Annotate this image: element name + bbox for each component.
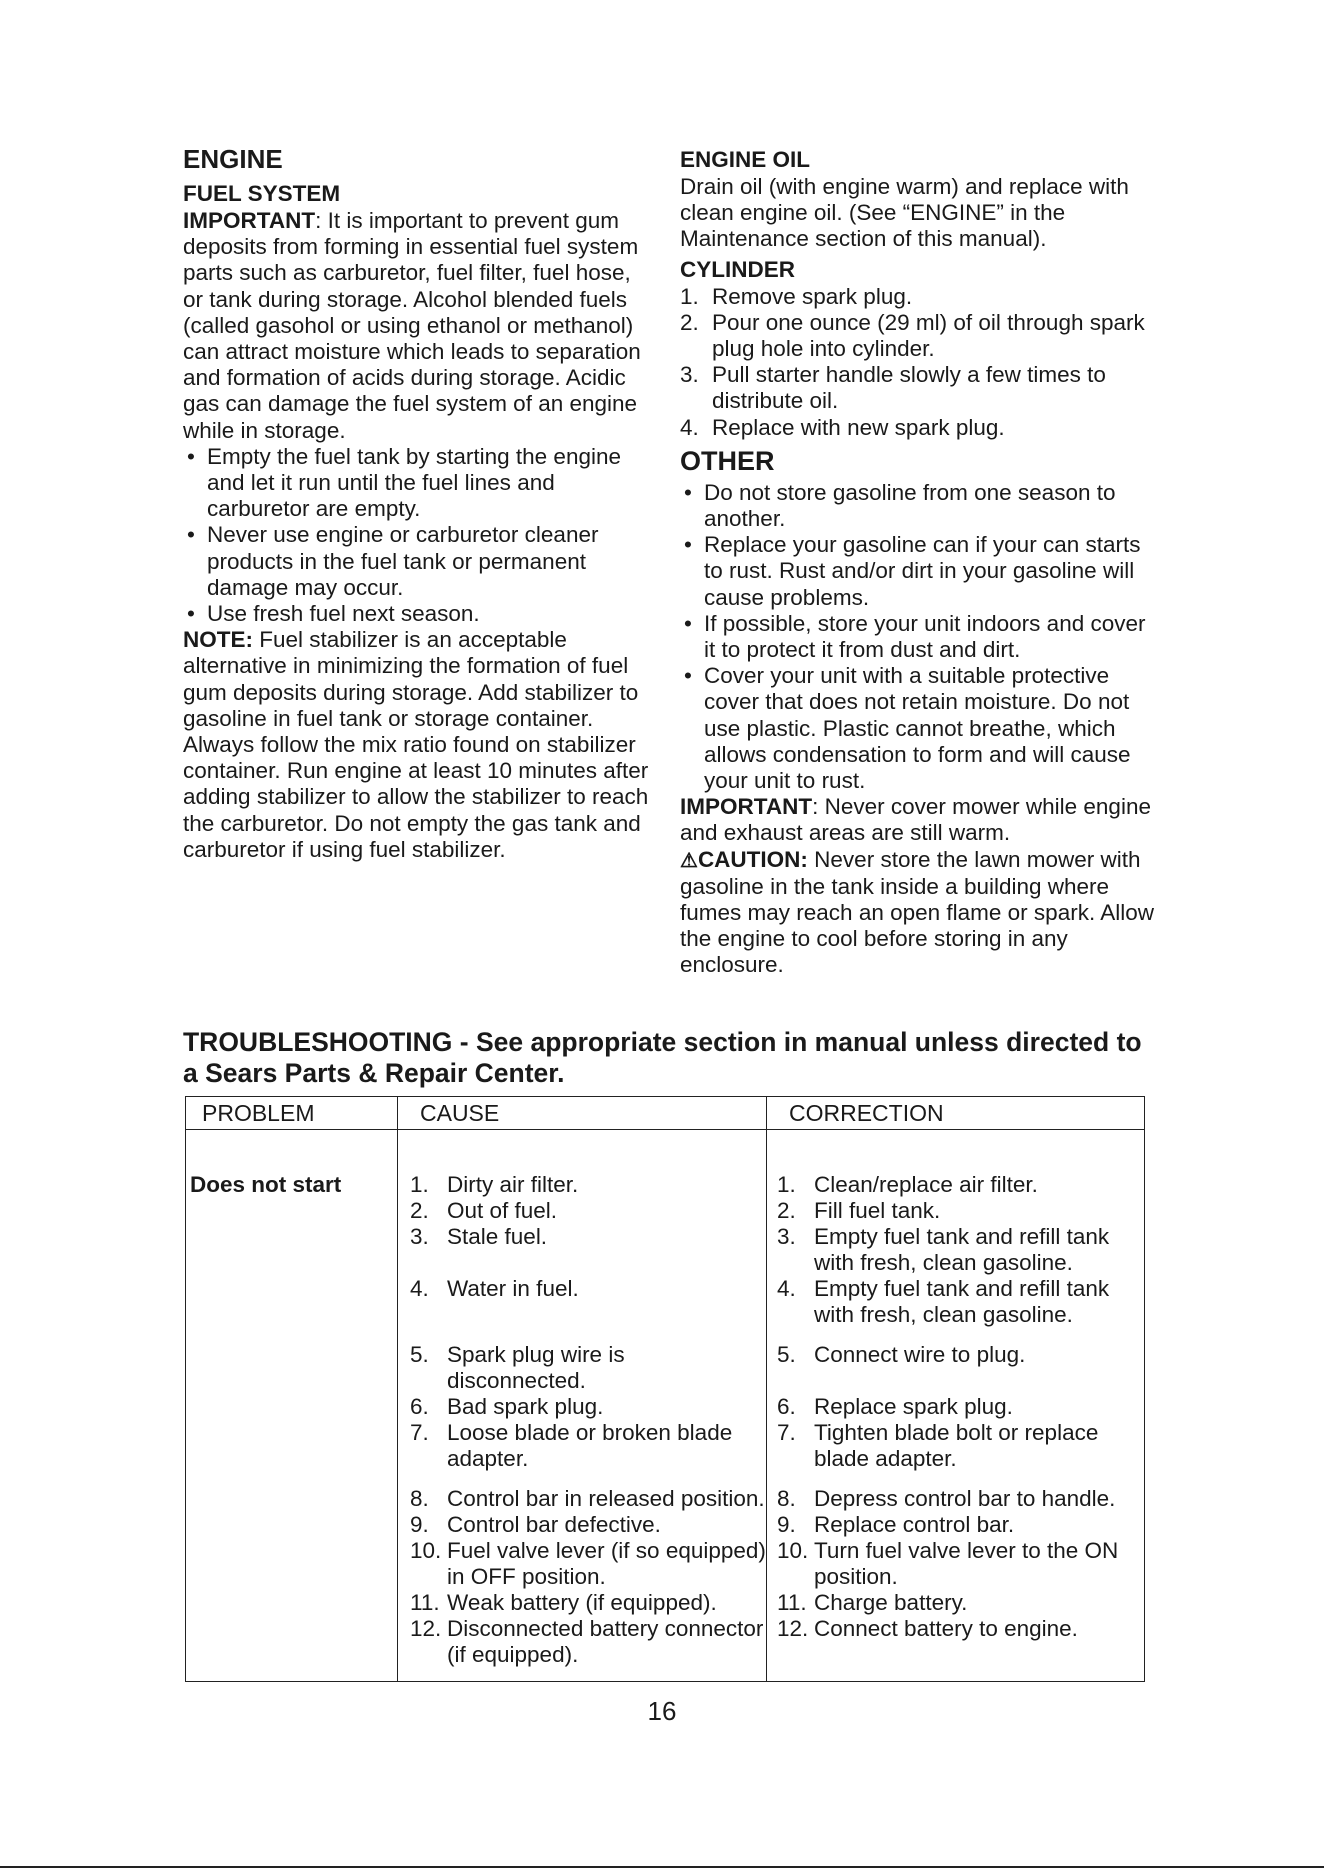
correction-item: 8. Depress control bar to handle.	[777, 1486, 1116, 1511]
cause-item: 6. Bad spark plug.	[410, 1394, 604, 1419]
troubleshooting-heading: TROUBLESHOOTING - See appropriate section in manual unless directed to a Sears Parts & Repair Center.	[183, 1027, 1142, 1088]
list-item: • Cover your unit with a suitable protective cover that does not retain moisture. Do not use plastic. Plastic cannot breathe, which allows condensation to form and will cause your unit to rust.	[680, 663, 1155, 794]
cause-item: 4. Water in fuel.	[410, 1276, 579, 1301]
fuel-important-paragraph	[183, 208, 653, 444]
correction-list	[777, 1172, 1144, 1668]
correction-item: 4. Empty fuel tank and refill tank with fresh, clean gasoline.	[777, 1276, 1110, 1327]
cause-column-header: CAUSE	[398, 1097, 767, 1129]
right-column	[680, 142, 1155, 979]
engine-heading: ENGINE	[183, 144, 283, 174]
list-item: 2. Pour one ounce (29 ml) of oil through spark plug hole into cylinder.	[680, 309, 1145, 362]
important-text: : It is important to prevent gum deposits from forming in essential fuel system parts such as carburetor, fuel filter, fuel hose, or tank during storage. Alcohol blended fuels (called gasohol or using ethanol or methanol) can attract moisture which leads to separation and formation of acids during storage. Acidic gas can damage the fuel system of an engine while in storage.	[183, 208, 641, 443]
other-heading: OTHER	[680, 445, 775, 476]
cause-item: 2. Out of fuel.	[410, 1198, 558, 1223]
list-item: 4. Replace with new spark plug.	[680, 414, 1005, 440]
correction-item: 6. Replace spark plug.	[777, 1394, 1013, 1419]
fuel-bullet-list	[183, 444, 653, 627]
list-item: 1. Remove spark plug.	[680, 283, 913, 309]
engine-oil-heading: ENGINE OIL	[680, 147, 811, 172]
list-item: • Do not store gasoline from one season to another.	[680, 480, 1155, 532]
important-label: IMPORTANT	[680, 794, 813, 820]
cylinder-steps	[680, 284, 1155, 441]
cause-list	[410, 1172, 766, 1668]
correction-item: 5. Connect wire to plug.	[777, 1342, 1026, 1367]
cover-important-paragraph	[680, 794, 1155, 846]
problem-column-header: PROBLEM	[186, 1097, 398, 1129]
cause-item: 1. Dirty air filter.	[410, 1172, 579, 1197]
list-item: • Never use engine or carburetor cleaner products in the fuel tank or permanent damage may occur.	[183, 522, 653, 601]
cause-item: 8. Control bar in released position.	[410, 1486, 765, 1511]
cause-item: 11. Weak battery (if equipped).	[410, 1590, 717, 1615]
cause-item: 9. Control bar defective.	[410, 1512, 661, 1537]
cause-item: 7. Loose blade or broken blade adapter.	[410, 1420, 733, 1471]
important-label: IMPORTANT	[183, 208, 316, 233]
correction-cell	[767, 1130, 1144, 1681]
note-paragraph	[183, 627, 653, 863]
correction-item: 12. Connect battery to engine.	[777, 1616, 1078, 1641]
cause-item: 10. Fuel valve lever (if so equipped) in OFF position.	[410, 1538, 766, 1589]
table-header-row	[186, 1097, 1144, 1130]
cause-item: 3. Stale fuel.	[410, 1224, 548, 1249]
correction-item: 9. Replace control bar.	[777, 1512, 1015, 1537]
list-item: • If possible, store your unit indoors and cover it to protect it from dust and dirt.	[680, 611, 1155, 663]
caution-text: Never store the lawn mower with gasoline in the tank inside a building where fumes may reach an open flame or spark. Allow the engine to cool before storing in any enclosure.	[680, 846, 1154, 978]
page-number: 16	[647, 1696, 677, 1726]
list-item: • Empty the fuel tank by starting the engine and let it run until the fuel lines and carburetor are empty.	[183, 444, 653, 523]
caution-paragraph	[680, 847, 1155, 979]
caution-label: CAUTION:	[697, 846, 808, 872]
correction-item: 2. Fill fuel tank.	[777, 1198, 941, 1223]
engine-oil-text: Drain oil (with engine warm) and replace with clean engine oil. (See “ENGINE” in the Maintenance section of this manual).	[680, 174, 1129, 252]
cause-cell	[398, 1130, 767, 1681]
list-item: • Use fresh fuel next season.	[183, 601, 653, 627]
left-column	[183, 142, 653, 863]
correction-item: 10. Turn fuel valve lever to the ON position.	[777, 1538, 1119, 1589]
correction-item: 7. Tighten blade bolt or replace blade adapter.	[777, 1420, 1099, 1471]
bottom-rule	[0, 1866, 1324, 1868]
cause-item: 5. Spark plug wire is disconnected.	[410, 1342, 625, 1393]
note-label: NOTE:	[183, 627, 253, 653]
caution-triangle-icon: ⚠	[680, 849, 698, 872]
list-item: • Replace your gasoline can if your can starts to rust. Rust and/or dirt in your gasoline will cause problems.	[680, 532, 1155, 611]
list-item: 3. Pull starter handle slowly a few times to distribute oil.	[680, 362, 1106, 414]
cause-item: 12. Disconnected battery connector (if equipped).	[410, 1616, 764, 1667]
problem-cell: Does not start	[186, 1130, 398, 1681]
note-text: Fuel stabilizer is an acceptable alternative in minimizing the formation of fuel gum deposits during storage. Add stabilizer to gasoline in fuel tank or storage container. Always follow the mix ratio found on stabilizer container. Run engine at least 10 minutes after adding stabilizer to allow the stabilizer to reach the carburetor. Do not empty the gas tank and carburetor if using fuel stabilizer.	[183, 627, 649, 862]
troubleshooting-table	[185, 1096, 1145, 1682]
other-bullet-list	[680, 480, 1155, 794]
important-text: : Never cover mower while engine and exhaust areas are still warm.	[680, 794, 1151, 846]
correction-item: 11. Charge battery.	[777, 1590, 968, 1615]
correction-item: 3. Empty fuel tank and refill tank with fresh, clean gasoline.	[777, 1224, 1110, 1275]
correction-item: 1. Clean/replace air filter.	[777, 1172, 1038, 1197]
fuel-system-heading: FUEL SYSTEM	[183, 181, 341, 206]
correction-column-header: CORRECTION	[789, 1100, 944, 1126]
table-row	[186, 1130, 1144, 1681]
cylinder-heading: CYLINDER	[680, 256, 796, 282]
